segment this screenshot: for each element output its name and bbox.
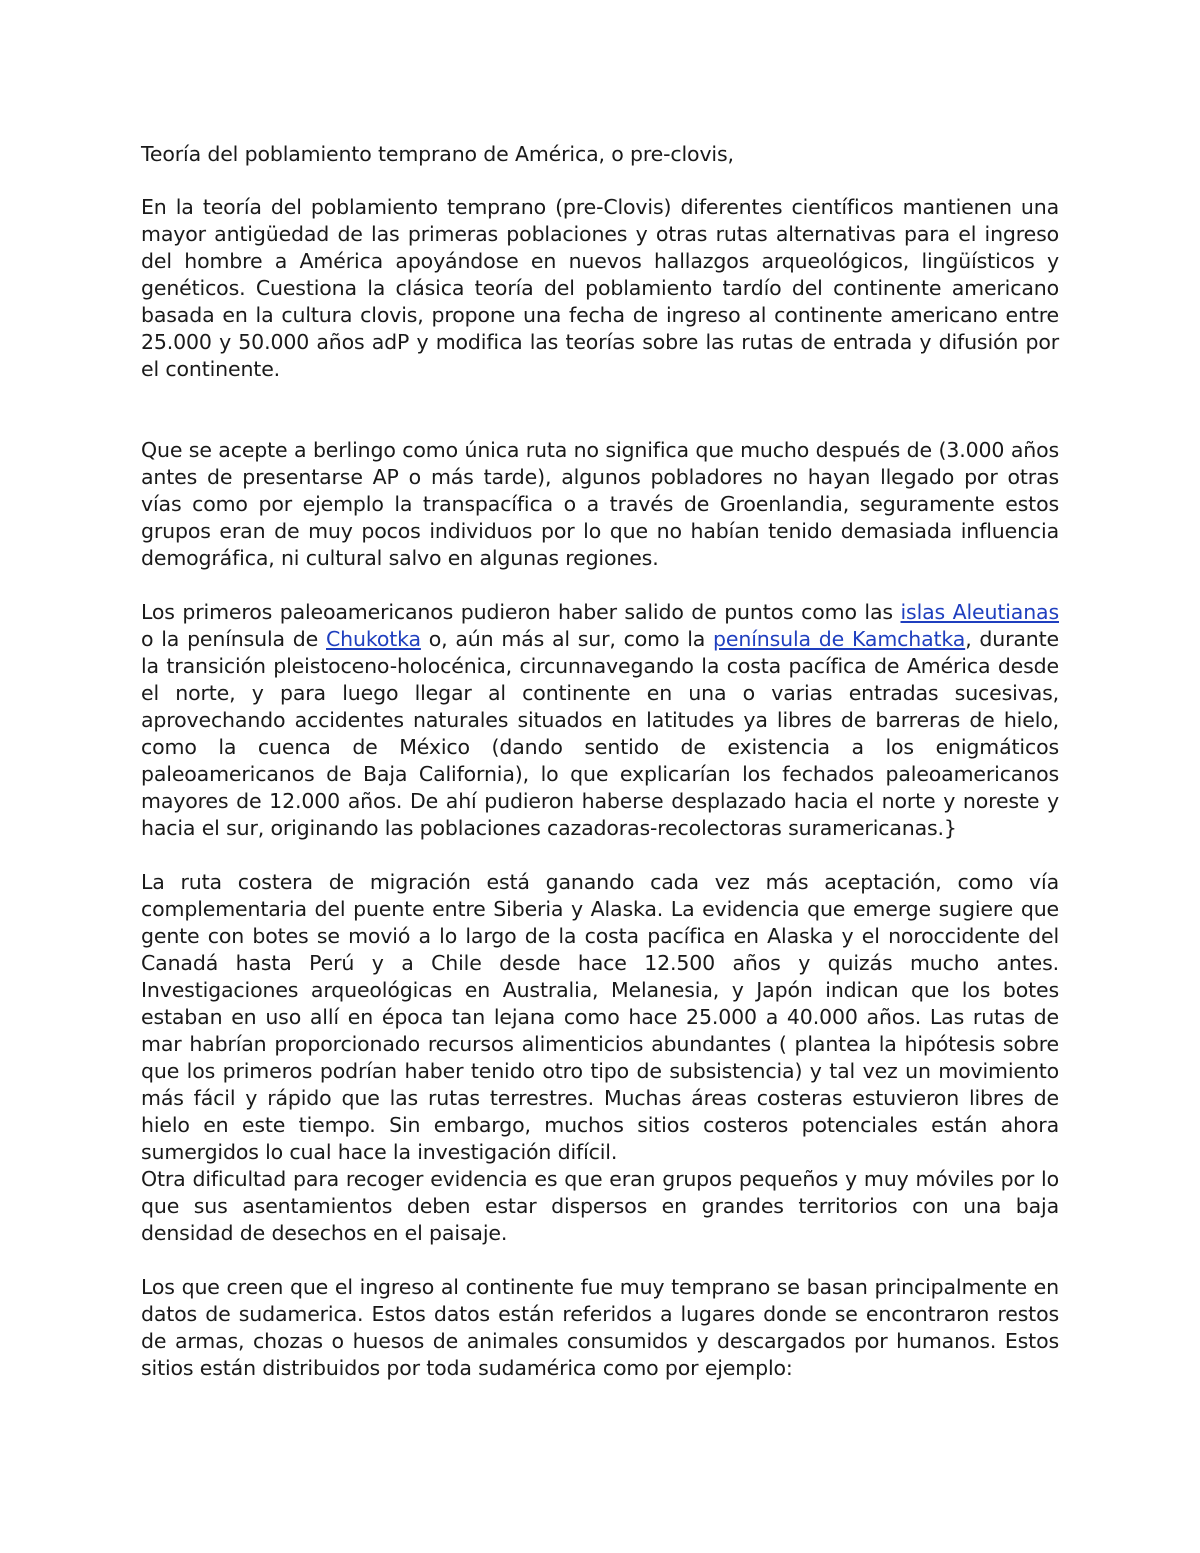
paragraph-3-text-2: o la península de (141, 627, 326, 651)
spacer (141, 572, 1059, 599)
paragraph-6: Los que creen que el ingreso al continente fue muy temprano se basan principalmente en datos de sudamerica. Estos datos están referidos a lugares donde se encontraron restos de armas, chozas o huesos de animales consumidos y descargados por humanos. Estos sitios están distribuidos por toda sudamérica como por ejemplo: (141, 1275, 1059, 1380)
paragraph-3-text-1: Los primeros paleoamericanos pudieron haber salido de puntos como las (141, 600, 901, 624)
link-peninsula-de-kamchatka[interactable]: península de Kamchatka (713, 627, 966, 651)
paragraph-5: Otra dificultad para recoger evidencia es que eran grupos pequeños y muy móviles por lo que sus asentamientos deben estar dispersos en grandes territorios con una baja densidad de desechos en el paisaje. (141, 1167, 1059, 1245)
spacer (141, 842, 1059, 869)
link-chukotka[interactable]: Chukotka (326, 627, 421, 651)
paragraph-1: En la teoría del poblamiento temprano (pre-Clovis) diferentes científicos mantienen una mayor antigüedad de las primeras poblaciones y otras rutas alternativas para el ingreso del hombre a América apoyándose en nuevos hallazgos arqueológicos, lingüísticos y genéticos. Cuestiona la clásica teoría del poblamiento tardío del continente americano basada en la cultura clovis, propone una fecha de ingreso al continente americano entre 25.000 y 50.000 años adP y modifica las teorías sobre las rutas de entrada y difusión por el continente. (141, 195, 1059, 381)
paragraph-2: Que se acepte a berlingo como única ruta no significa que mucho después de (3.000 años antes de presentarse AP o más tarde), algunos pobladores no hayan llegado por otras vías como por ejemplo la transpacífica o a través de Groenlandia, seguramente estos grupos eran de muy pocos individuos por lo que no habían tenido demasiada influencia demográfica, ni cultural salvo en algunas regiones. (141, 438, 1059, 570)
spacer (141, 383, 1059, 437)
document-title: Teoría del poblamiento temprano de América, o pre-clovis, (141, 142, 734, 166)
paragraph-3-text-3: o, aún más al sur, como la (420, 627, 714, 651)
link-islas-aleutianas[interactable]: islas Aleutianas (900, 600, 1059, 624)
paragraph-3-text-4: , durante la transición pleistoceno-holocénica, circunnavegando la costa pacífica de América desde el norte, y para luego llegar al continente en una o varias entradas sucesivas, aprovechando accidentes naturales situados en latitudes ya libres de barreras de hielo, como la cuenca de México (dando sentido de existencia a los enigmáticos paleoamericanos de Baja California), lo que explicarían los fechados paleoamericanos mayores de 12.000 años. De ahí pudieron haberse desplazado hacia el norte y noreste y hacia el sur, originando las poblaciones cazadoras-recolectoras suramericanas.} (141, 627, 1059, 840)
paragraph-4: La ruta costera de migración está ganando cada vez más aceptación, como vía complementaria del puente entre Siberia y Alaska. La evidencia que emerge sugiere que gente con botes se movió a lo largo de la costa pacífica en Alaska y el noroccidente del Canadá hasta Perú y a Chile desde hace 12.500 años y quizás mucho antes. Investigaciones arqueológicas en Australia, Melanesia, y Japón indican que los botes estaban en uso allí en época tan lejana como hace 25.000 a 40.000 años. Las rutas de mar habrían proporcionado recursos alimenticios abundantes ( plantea la hipótesis sobre que los primeros podrían haber tenido otro tipo de subsistencia) y tal vez un movimiento más fácil y rápido que las rutas terrestres. Muchas áreas costeras estuvieron libres de hielo en este tiempo. Sin embargo, muchos sitios costeros potenciales están ahora sumergidos lo cual hace la investigación difícil. (141, 870, 1059, 1164)
document-page (141, 141, 1059, 1382)
spacer (141, 1247, 1059, 1274)
paragraph-3 (141, 599, 1059, 842)
